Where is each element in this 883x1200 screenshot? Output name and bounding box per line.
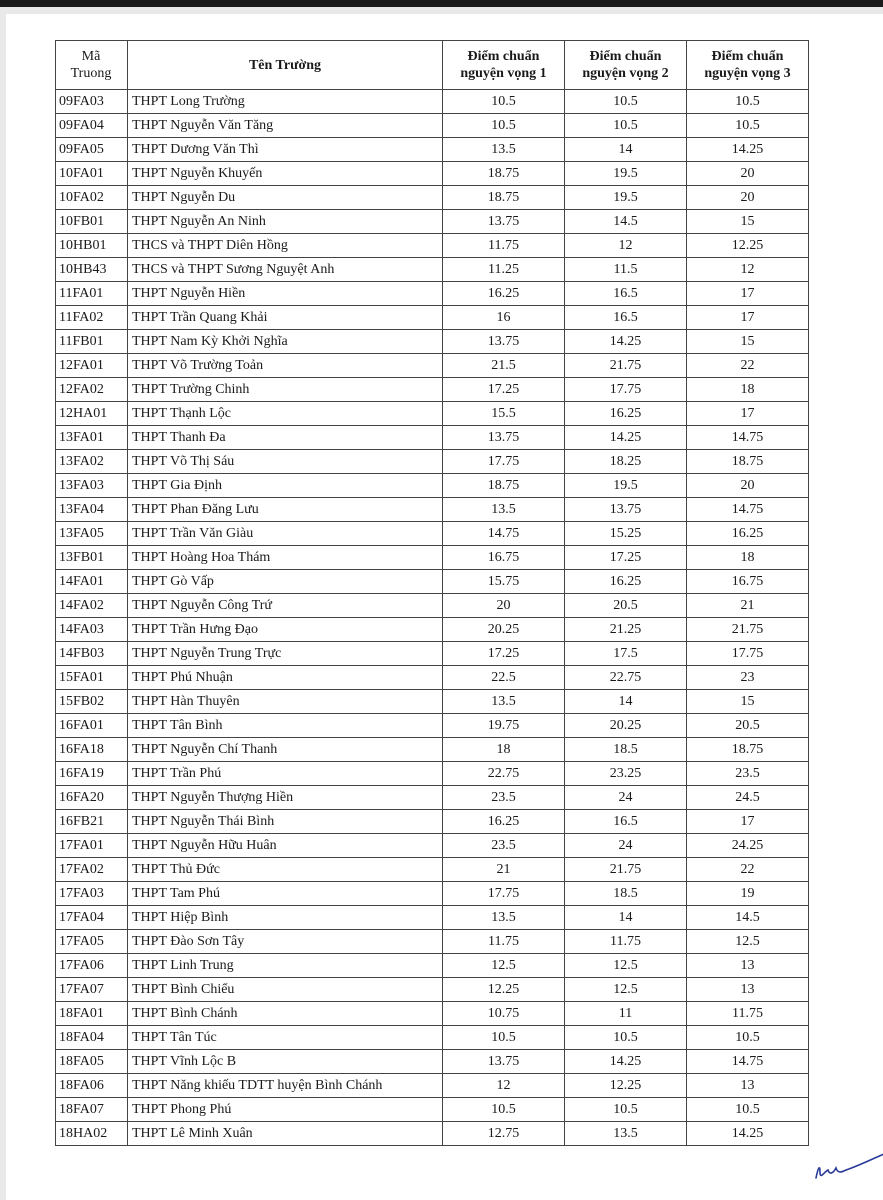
score-nv1: 12.75 xyxy=(443,1122,565,1146)
score-nv1: 16.25 xyxy=(443,810,565,834)
score-nv3: 18 xyxy=(687,546,809,570)
table-row xyxy=(56,810,809,834)
school-code: 14FB03 xyxy=(56,642,128,666)
school-code: 17FA04 xyxy=(56,906,128,930)
school-code: 17FA02 xyxy=(56,858,128,882)
school-name: THPT Trần Văn Giàu xyxy=(128,522,443,546)
school-name: THPT Hoàng Hoa Thám xyxy=(128,546,443,570)
score-nv2: 14 xyxy=(565,138,687,162)
score-nv3: 16.25 xyxy=(687,522,809,546)
score-nv1: 10.5 xyxy=(443,90,565,114)
school-code: 16FA18 xyxy=(56,738,128,762)
school-name: THPT Nguyễn Thượng Hiền xyxy=(128,786,443,810)
score-nv3: 22 xyxy=(687,354,809,378)
score-nv3: 15 xyxy=(687,210,809,234)
score-nv1: 23.5 xyxy=(443,834,565,858)
table-row xyxy=(56,834,809,858)
score-nv3: 16.75 xyxy=(687,570,809,594)
school-code: 09FA05 xyxy=(56,138,128,162)
signature-mark xyxy=(806,1142,883,1192)
score-nv2: 13.5 xyxy=(565,1122,687,1146)
table-row xyxy=(56,1050,809,1074)
table-row xyxy=(56,306,809,330)
score-nv1: 13.5 xyxy=(443,906,565,930)
score-nv1: 12 xyxy=(443,1074,565,1098)
score-nv3: 23 xyxy=(687,666,809,690)
score-nv3: 10.5 xyxy=(687,90,809,114)
school-name: THPT Dương Văn Thì xyxy=(128,138,443,162)
table-row xyxy=(56,882,809,906)
school-code: 18FA04 xyxy=(56,1026,128,1050)
school-name: THPT Hàn Thuyên xyxy=(128,690,443,714)
table-row xyxy=(56,666,809,690)
school-name: THPT Nguyễn Khuyến xyxy=(128,162,443,186)
table-row xyxy=(56,978,809,1002)
score-nv1: 10.5 xyxy=(443,1026,565,1050)
score-nv3: 15 xyxy=(687,330,809,354)
school-name: THPT Nguyễn Chí Thanh xyxy=(128,738,443,762)
score-nv3: 21 xyxy=(687,594,809,618)
school-name: THPT Nguyễn Hữu Huân xyxy=(128,834,443,858)
school-code: 10FA01 xyxy=(56,162,128,186)
score-nv3: 17 xyxy=(687,810,809,834)
school-code: 18FA01 xyxy=(56,1002,128,1026)
score-nv3: 14.5 xyxy=(687,906,809,930)
score-nv3: 18.75 xyxy=(687,450,809,474)
score-nv1: 16.75 xyxy=(443,546,565,570)
top-bar xyxy=(0,0,883,7)
school-name: THPT Tân Túc xyxy=(128,1026,443,1050)
table-row xyxy=(56,498,809,522)
score-nv1: 18 xyxy=(443,738,565,762)
table-row xyxy=(56,1122,809,1146)
school-code: 18FA05 xyxy=(56,1050,128,1074)
score-nv1: 13.5 xyxy=(443,690,565,714)
school-code: 16FB21 xyxy=(56,810,128,834)
school-code: 16FA19 xyxy=(56,762,128,786)
header-code: Mã Truong xyxy=(56,41,128,90)
score-nv1: 13.75 xyxy=(443,426,565,450)
table-row xyxy=(56,786,809,810)
school-name: THPT Nguyễn Du xyxy=(128,186,443,210)
score-nv2: 12 xyxy=(565,234,687,258)
school-name: THPT Long Trường xyxy=(128,90,443,114)
score-nv1: 10.5 xyxy=(443,114,565,138)
school-name: THPT Lê Minh Xuân xyxy=(128,1122,443,1146)
table-row xyxy=(56,1098,809,1122)
score-nv3: 24.5 xyxy=(687,786,809,810)
score-nv3: 17 xyxy=(687,282,809,306)
score-nv2: 13.75 xyxy=(565,498,687,522)
table-row xyxy=(56,234,809,258)
table-row xyxy=(56,378,809,402)
score-nv1: 15.5 xyxy=(443,402,565,426)
header-nv2: Điểm chuẩn nguyện vọng 2 xyxy=(565,41,687,90)
score-nv3: 11.75 xyxy=(687,1002,809,1026)
score-nv2: 10.5 xyxy=(565,90,687,114)
table-row xyxy=(56,690,809,714)
score-nv3: 15 xyxy=(687,690,809,714)
school-name: THPT Võ Trường Toản xyxy=(128,354,443,378)
table-row xyxy=(56,354,809,378)
score-nv1: 10.5 xyxy=(443,1098,565,1122)
score-nv3: 20 xyxy=(687,474,809,498)
school-name: THPT Trần Phú xyxy=(128,762,443,786)
table-row xyxy=(56,114,809,138)
table-row xyxy=(56,450,809,474)
table-header xyxy=(56,41,809,90)
school-name: THPT Nguyễn Công Trứ xyxy=(128,594,443,618)
score-nv1: 20 xyxy=(443,594,565,618)
score-nv1: 17.75 xyxy=(443,450,565,474)
school-name: THCS và THPT Sương Nguyệt Anh xyxy=(128,258,443,282)
score-nv1: 11.75 xyxy=(443,234,565,258)
score-nv2: 21.25 xyxy=(565,618,687,642)
school-code: 13FA01 xyxy=(56,426,128,450)
table-row xyxy=(56,138,809,162)
score-nv2: 17.75 xyxy=(565,378,687,402)
score-nv3: 14.25 xyxy=(687,138,809,162)
school-code: 10HB01 xyxy=(56,234,128,258)
score-nv1: 12.25 xyxy=(443,978,565,1002)
score-nv2: 10.5 xyxy=(565,1026,687,1050)
school-code: 10FB01 xyxy=(56,210,128,234)
school-name: THPT Nguyễn An Ninh xyxy=(128,210,443,234)
score-nv2: 17.25 xyxy=(565,546,687,570)
table-row xyxy=(56,546,809,570)
table-row xyxy=(56,618,809,642)
school-code: 13FA05 xyxy=(56,522,128,546)
school-name: THCS và THPT Diên Hồng xyxy=(128,234,443,258)
score-nv2: 12.25 xyxy=(565,1074,687,1098)
table-row xyxy=(56,762,809,786)
score-nv2: 20.5 xyxy=(565,594,687,618)
school-code: 18FA07 xyxy=(56,1098,128,1122)
school-code: 16FA20 xyxy=(56,786,128,810)
score-nv1: 18.75 xyxy=(443,186,565,210)
score-nv2: 17.5 xyxy=(565,642,687,666)
table-row xyxy=(56,858,809,882)
score-nv1: 15.75 xyxy=(443,570,565,594)
table-row xyxy=(56,426,809,450)
header-nv3: Điểm chuẩn nguyện vọng 3 xyxy=(687,41,809,90)
school-code: 13FA03 xyxy=(56,474,128,498)
score-nv3: 10.5 xyxy=(687,1026,809,1050)
header-nv1: Điểm chuẩn nguyện vọng 1 xyxy=(443,41,565,90)
score-nv3: 20 xyxy=(687,186,809,210)
score-nv3: 13 xyxy=(687,954,809,978)
table-row xyxy=(56,570,809,594)
score-nv3: 18 xyxy=(687,378,809,402)
table-row xyxy=(56,258,809,282)
score-nv3: 14.75 xyxy=(687,426,809,450)
score-nv1: 13.5 xyxy=(443,498,565,522)
score-nv1: 18.75 xyxy=(443,474,565,498)
school-name: THPT Thủ Đức xyxy=(128,858,443,882)
school-name: THPT Nguyễn Văn Tăng xyxy=(128,114,443,138)
school-name: THPT Nguyễn Hiền xyxy=(128,282,443,306)
school-name: THPT Đào Sơn Tây xyxy=(128,930,443,954)
score-nv1: 17.25 xyxy=(443,642,565,666)
score-nv2: 22.75 xyxy=(565,666,687,690)
score-nv3: 10.5 xyxy=(687,1098,809,1122)
school-code: 11FB01 xyxy=(56,330,128,354)
score-nv3: 23.5 xyxy=(687,762,809,786)
school-code: 18FA06 xyxy=(56,1074,128,1098)
school-code: 15FA01 xyxy=(56,666,128,690)
school-code: 13FA04 xyxy=(56,498,128,522)
school-name: THPT Phan Đăng Lưu xyxy=(128,498,443,522)
table-row xyxy=(56,642,809,666)
school-name: THPT Hiệp Bình xyxy=(128,906,443,930)
score-nv3: 12.5 xyxy=(687,930,809,954)
score-nv2: 11 xyxy=(565,1002,687,1026)
score-nv2: 21.75 xyxy=(565,858,687,882)
score-nv2: 16.25 xyxy=(565,402,687,426)
score-nv1: 13.5 xyxy=(443,138,565,162)
school-code: 17FA01 xyxy=(56,834,128,858)
score-nv3: 12.25 xyxy=(687,234,809,258)
score-nv3: 13 xyxy=(687,1074,809,1098)
table-row xyxy=(56,906,809,930)
score-nv2: 19.5 xyxy=(565,474,687,498)
table-row xyxy=(56,282,809,306)
school-code: 14FA03 xyxy=(56,618,128,642)
school-code: 12FA01 xyxy=(56,354,128,378)
score-nv2: 10.5 xyxy=(565,114,687,138)
score-nv3: 19 xyxy=(687,882,809,906)
score-nv2: 21.75 xyxy=(565,354,687,378)
table-row xyxy=(56,186,809,210)
score-nv1: 17.75 xyxy=(443,882,565,906)
school-name: THPT Phong Phú xyxy=(128,1098,443,1122)
school-code: 13FA02 xyxy=(56,450,128,474)
score-nv1: 11.25 xyxy=(443,258,565,282)
score-nv3: 24.25 xyxy=(687,834,809,858)
score-nv3: 12 xyxy=(687,258,809,282)
score-nv2: 19.5 xyxy=(565,162,687,186)
score-nv2: 14.25 xyxy=(565,1050,687,1074)
score-nv3: 10.5 xyxy=(687,114,809,138)
school-code: 12HA01 xyxy=(56,402,128,426)
score-nv2: 15.25 xyxy=(565,522,687,546)
score-nv1: 22.5 xyxy=(443,666,565,690)
school-name: THPT Bình Chánh xyxy=(128,1002,443,1026)
table-row xyxy=(56,954,809,978)
school-name: THPT Bình Chiểu xyxy=(128,978,443,1002)
score-nv3: 14.25 xyxy=(687,1122,809,1146)
score-nv2: 10.5 xyxy=(565,1098,687,1122)
school-name: THPT Trường Chinh xyxy=(128,378,443,402)
score-nv3: 20.5 xyxy=(687,714,809,738)
school-name: THPT Nguyễn Thái Bình xyxy=(128,810,443,834)
score-nv1: 23.5 xyxy=(443,786,565,810)
score-nv1: 14.75 xyxy=(443,522,565,546)
score-nv1: 20.25 xyxy=(443,618,565,642)
score-nv1: 18.75 xyxy=(443,162,565,186)
score-nv2: 24 xyxy=(565,786,687,810)
score-nv2: 14 xyxy=(565,690,687,714)
score-nv1: 16.25 xyxy=(443,282,565,306)
school-code: 11FA02 xyxy=(56,306,128,330)
score-nv3: 21.75 xyxy=(687,618,809,642)
school-code: 16FA01 xyxy=(56,714,128,738)
table-row xyxy=(56,474,809,498)
table-row xyxy=(56,330,809,354)
score-nv1: 13.75 xyxy=(443,1050,565,1074)
school-code: 17FA07 xyxy=(56,978,128,1002)
school-name: THPT Gò Vấp xyxy=(128,570,443,594)
score-nv2: 16.5 xyxy=(565,282,687,306)
header-school-name: Tên Trường xyxy=(128,41,443,90)
school-code: 09FA03 xyxy=(56,90,128,114)
score-nv2: 18.25 xyxy=(565,450,687,474)
school-name: THPT Nguyễn Trung Trực xyxy=(128,642,443,666)
school-code: 15FB02 xyxy=(56,690,128,714)
score-nv2: 16.5 xyxy=(565,810,687,834)
table-row xyxy=(56,1074,809,1098)
score-nv1: 13.75 xyxy=(443,330,565,354)
school-name: THPT Tân Bình xyxy=(128,714,443,738)
school-code: 14FA02 xyxy=(56,594,128,618)
score-nv2: 20.25 xyxy=(565,714,687,738)
table-row xyxy=(56,90,809,114)
table-body xyxy=(56,90,809,1146)
score-nv2: 11.5 xyxy=(565,258,687,282)
school-code: 12FA02 xyxy=(56,378,128,402)
school-name: THPT Gia Định xyxy=(128,474,443,498)
score-nv3: 18.75 xyxy=(687,738,809,762)
score-nv2: 23.25 xyxy=(565,762,687,786)
score-nv3: 20 xyxy=(687,162,809,186)
school-name: THPT Tam Phú xyxy=(128,882,443,906)
score-nv2: 14.25 xyxy=(565,330,687,354)
school-name: THPT Nam Kỳ Khởi Nghĩa xyxy=(128,330,443,354)
score-nv2: 12.5 xyxy=(565,978,687,1002)
school-code: 11FA01 xyxy=(56,282,128,306)
school-code: 10HB43 xyxy=(56,258,128,282)
table-row xyxy=(56,402,809,426)
score-nv2: 24 xyxy=(565,834,687,858)
score-nv3: 17 xyxy=(687,306,809,330)
score-nv1: 16 xyxy=(443,306,565,330)
score-nv1: 21 xyxy=(443,858,565,882)
school-name: THPT Vĩnh Lộc B xyxy=(128,1050,443,1074)
table-row xyxy=(56,522,809,546)
score-nv2: 11.75 xyxy=(565,930,687,954)
school-code: 13FB01 xyxy=(56,546,128,570)
school-name: THPT Trần Hưng Đạo xyxy=(128,618,443,642)
score-nv2: 16.25 xyxy=(565,570,687,594)
document-page xyxy=(6,14,883,1200)
score-nv2: 12.5 xyxy=(565,954,687,978)
score-nv2: 16.5 xyxy=(565,306,687,330)
school-name: THPT Võ Thị Sáu xyxy=(128,450,443,474)
score-nv2: 14 xyxy=(565,906,687,930)
score-nv2: 14.5 xyxy=(565,210,687,234)
score-nv1: 11.75 xyxy=(443,930,565,954)
school-name: THPT Phú Nhuận xyxy=(128,666,443,690)
score-nv1: 13.75 xyxy=(443,210,565,234)
score-nv3: 14.75 xyxy=(687,1050,809,1074)
school-name: THPT Linh Trung xyxy=(128,954,443,978)
score-nv1: 17.25 xyxy=(443,378,565,402)
table-row xyxy=(56,1002,809,1026)
score-nv2: 18.5 xyxy=(565,882,687,906)
school-name: THPT Thạnh Lộc xyxy=(128,402,443,426)
school-code: 17FA06 xyxy=(56,954,128,978)
table-row xyxy=(56,738,809,762)
score-nv2: 19.5 xyxy=(565,186,687,210)
school-code: 17FA05 xyxy=(56,930,128,954)
school-code: 18HA02 xyxy=(56,1122,128,1146)
table-row xyxy=(56,714,809,738)
score-nv1: 22.75 xyxy=(443,762,565,786)
school-code: 10FA02 xyxy=(56,186,128,210)
score-nv3: 14.75 xyxy=(687,498,809,522)
score-nv1: 21.5 xyxy=(443,354,565,378)
score-nv3: 13 xyxy=(687,978,809,1002)
table-row xyxy=(56,594,809,618)
school-name: THPT Năng khiếu TDTT huyện Bình Chánh xyxy=(128,1074,443,1098)
score-nv3: 17.75 xyxy=(687,642,809,666)
score-nv1: 12.5 xyxy=(443,954,565,978)
score-nv3: 22 xyxy=(687,858,809,882)
table-row xyxy=(56,162,809,186)
table-row xyxy=(56,930,809,954)
score-nv3: 17 xyxy=(687,402,809,426)
table-row xyxy=(56,210,809,234)
score-nv2: 18.5 xyxy=(565,738,687,762)
school-code: 09FA04 xyxy=(56,114,128,138)
school-code: 14FA01 xyxy=(56,570,128,594)
score-nv2: 14.25 xyxy=(565,426,687,450)
school-name: THPT Trần Quang Khải xyxy=(128,306,443,330)
school-code: 17FA03 xyxy=(56,882,128,906)
table-row xyxy=(56,1026,809,1050)
school-name: THPT Thanh Đa xyxy=(128,426,443,450)
score-nv1: 10.75 xyxy=(443,1002,565,1026)
admission-scores-table xyxy=(55,40,809,1146)
score-nv1: 19.75 xyxy=(443,714,565,738)
